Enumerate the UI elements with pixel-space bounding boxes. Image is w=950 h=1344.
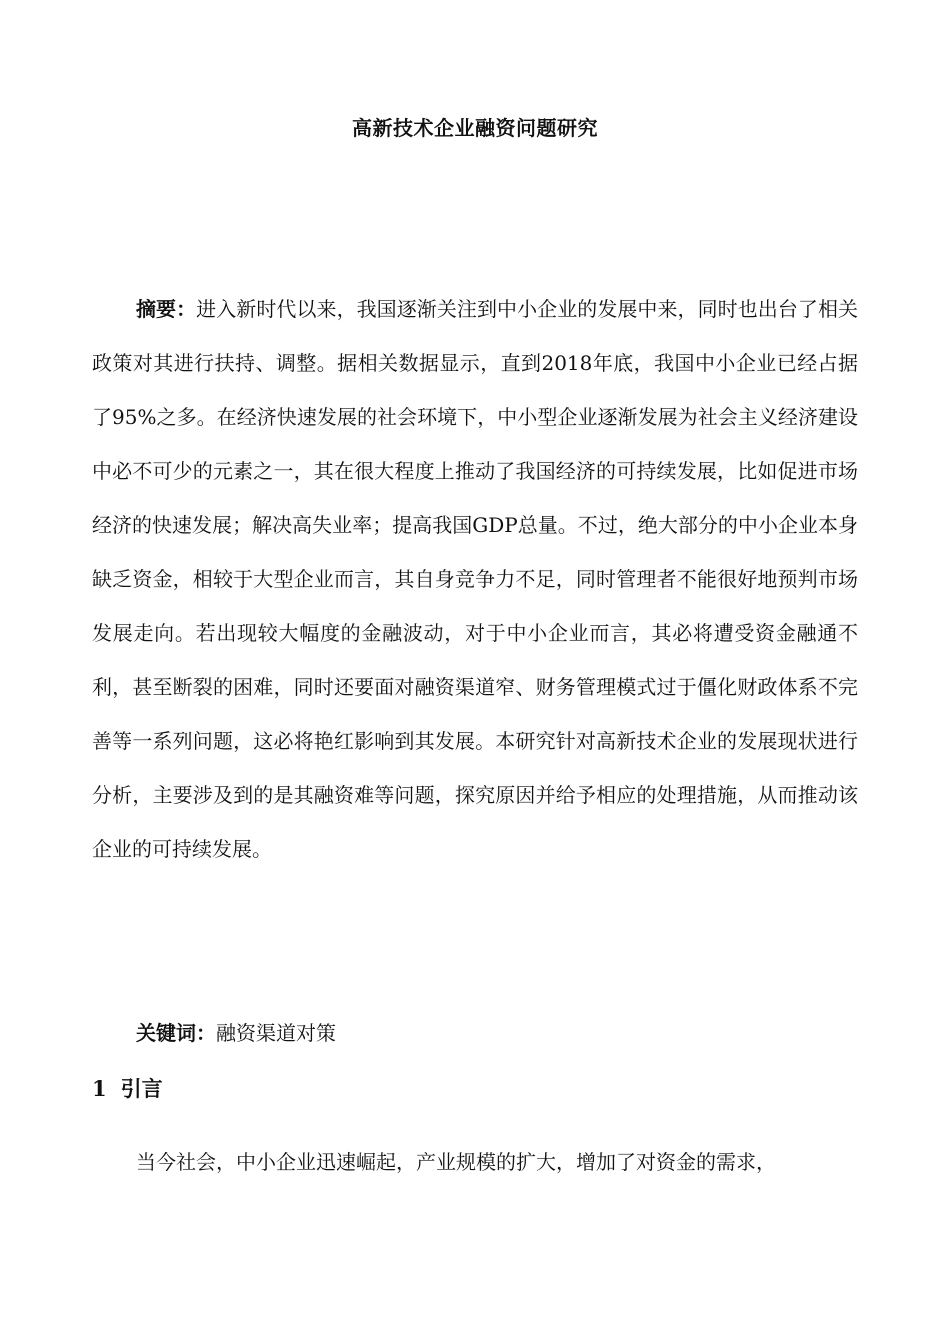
keywords-line bbox=[136, 1018, 336, 1048]
abstract-text: 进入新时代以来，我国逐渐关注到中小企业的发展中来，同时也出台了相关政策对其进行扶持、调整。据相关数据显示，直到2018年底，我国中小企业已经占据了95%之多。在经济快速发展的社会环境下，中小型企业逐渐发展为社会主义经济建设中必不可少的元素之一，其在很大程度上推动了我国经济的可持续发展，比如促进市场经济的快速发展；解决高失业率；提高我国GDP总量。不过，绝大部分的中小企业本身缺乏资金，相较于大型企业而言，其自身竞争力不足，同时管理者不能很好地预判市场发展走向。若出现较大幅度的金融波动，对于中小企业而言，其必将遭受资金融通不利，甚至断裂的困难，同时还要面对融资渠道窄、财务管理模式过于僵化财政体系不完善等一系列问题，这必将艳红影响到其发展。本研究针对高新技术企业的发展现状进行分析，主要涉及到的是其融资难等问题，探究原因并给予相应的处理措施，从而推动该企业的可持续发展。 bbox=[92, 297, 858, 861]
abstract-label: 摘要： bbox=[136, 297, 197, 321]
keywords-label: 关键词： bbox=[136, 1021, 216, 1045]
keywords-text: 融资渠道对策 bbox=[216, 1021, 336, 1045]
section-number: 1 bbox=[92, 1076, 107, 1101]
section-heading-text: 引言 bbox=[120, 1076, 163, 1101]
body-paragraph: 当今社会，中小企业迅速崛起，产业规模的扩大，增加了对资金的需求， bbox=[136, 1150, 776, 1174]
abstract-paragraph bbox=[92, 282, 858, 876]
document-title: 高新技术企业融资问题研究 bbox=[352, 116, 598, 140]
section-heading bbox=[92, 1074, 163, 1104]
